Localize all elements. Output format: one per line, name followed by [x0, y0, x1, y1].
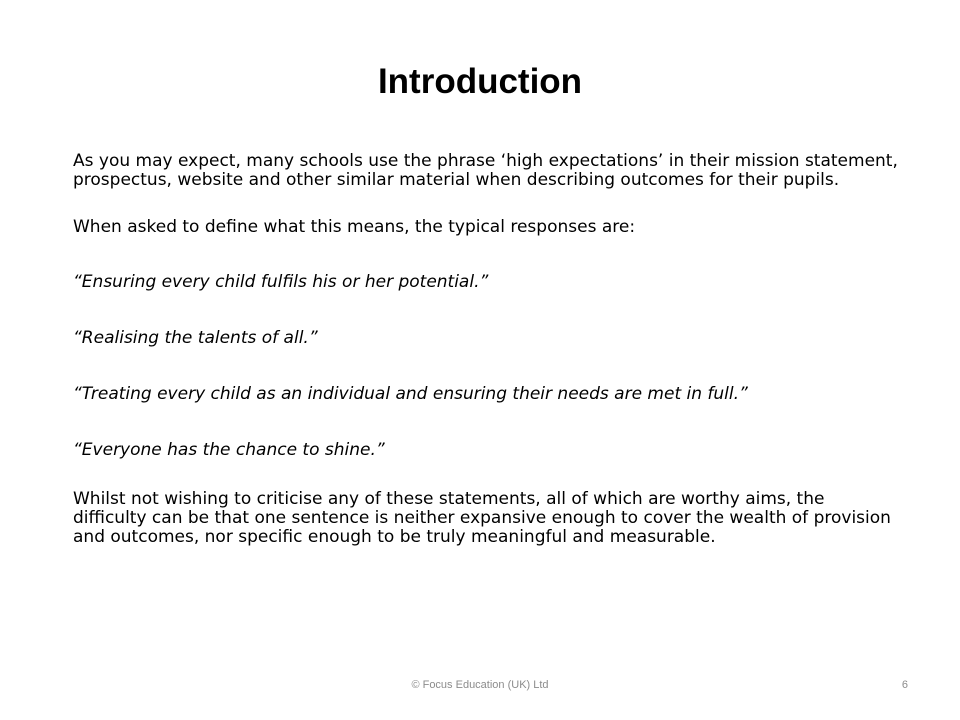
quote-individual: “Treating every child as an individual and ensuring their needs are met in full.”: [73, 384, 748, 404]
quote-shine: “Everyone has the chance to shine.”: [73, 440, 385, 460]
closing-paragraph: Whilst not wishing to criticise any of these statements, all of which are worthy aims, the difficulty can be that one sentence is neither expansive enough to cover the wealth of provision and outcomes, nor specific enough to be truly meaningful and measurable.: [73, 489, 891, 547]
copyright-notice: © Focus Education (UK) Ltd: [411, 679, 549, 691]
slide-body: [73, 152, 898, 573]
quote-talents: “Realising the talents of all.”: [73, 328, 318, 348]
quote-potential: “Ensuring every child fulfils his or her potential.”: [73, 272, 489, 292]
intro-paragraph: As you may expect, many schools use the phrase ‘high expectations’ in their mission statement, prospectus, website and other similar material when describing outcomes for their pupils.: [73, 151, 898, 190]
question-paragraph: When asked to define what this means, the typical responses are:: [73, 217, 636, 237]
page-number: 6: [901, 679, 908, 691]
slide-title: Introduction: [377, 62, 583, 101]
slide-footer: [0, 676, 960, 696]
